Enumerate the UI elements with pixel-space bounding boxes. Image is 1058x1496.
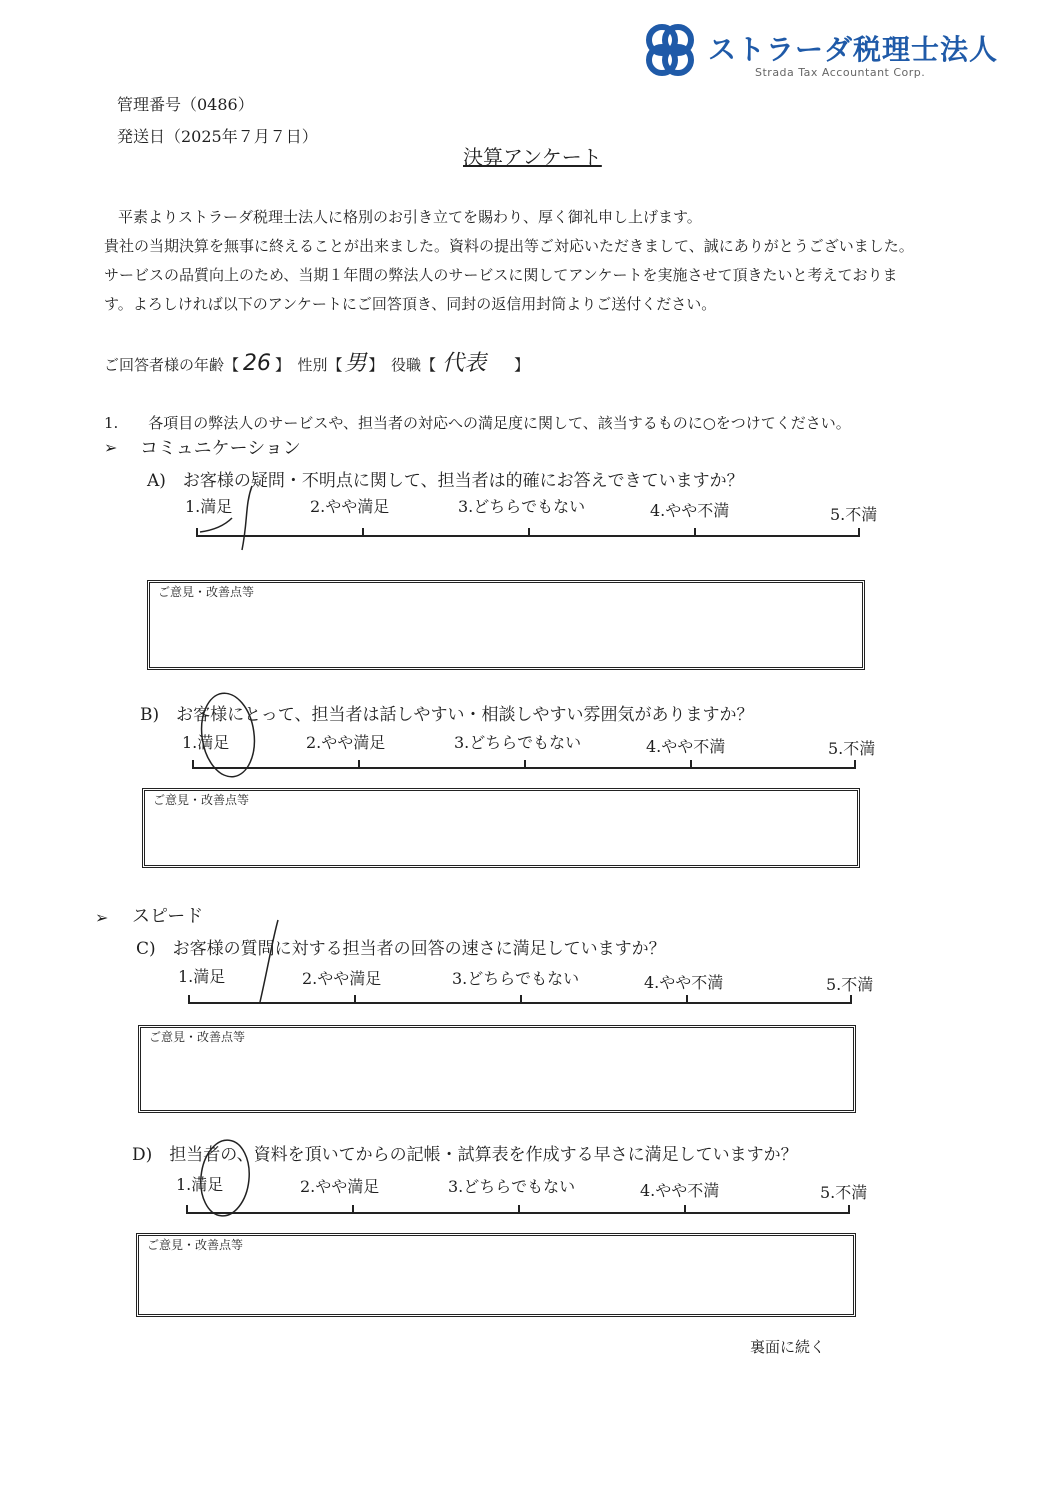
answer-circle-mark: [180, 1130, 270, 1220]
continue-on-back: 裏面に続く: [750, 1338, 826, 1356]
comment-label: ご意見・改善点等: [158, 585, 255, 599]
question-c: C) お客様の質問に対する担当者の回答の速さに満足していますか？: [136, 939, 666, 959]
tick: [850, 995, 852, 1002]
tick: [362, 528, 364, 535]
option-2[interactable]: 2.やや満足: [310, 497, 390, 516]
gender-label: 】 性別【: [275, 356, 343, 374]
comment-label: ご意見・改善点等: [153, 793, 250, 807]
question-a: A) お客様の疑問・不明点に関して、担当者は的確にお答えできていますか？: [147, 471, 744, 491]
tick: [694, 528, 696, 535]
intro-line-4: す。よろしければ以下のアンケートにご回答頂き、同封の返信用封筒よりご送付ください。: [104, 295, 717, 313]
option-2[interactable]: 2.やや満足: [306, 733, 386, 752]
option-1[interactable]: 1.満足: [185, 497, 233, 516]
intro-line-3: サービスの品質向上のため、当期１年間の弊法人のサービスに関してアンケートを実施させて頂きたいと考えておりま: [104, 266, 898, 284]
option-4[interactable]: 4.やや不満: [650, 501, 730, 520]
comment-box-c[interactable]: [138, 1025, 856, 1113]
question-b: B) お客様にとって、担当者は話しやすい・相談しやすい雰囲気がありますか？: [140, 705, 754, 725]
scale-line: [196, 535, 860, 537]
instruction: 1. 各項目の弊法人のサービスや、担当者の対応への満足度に関して、該当するものに○をつけてください。: [104, 414, 851, 432]
option-3[interactable]: 3.どちらでもない: [452, 969, 580, 988]
answer-circle-mark: [180, 912, 290, 1012]
comment-label: ご意見・改善点等: [149, 1030, 246, 1044]
tick: [848, 1205, 850, 1212]
tick: [854, 760, 856, 767]
comment-box-a[interactable]: [147, 580, 865, 670]
comment-label: ご意見・改善点等: [147, 1238, 244, 1252]
option-4[interactable]: 4.やや不満: [640, 1181, 720, 1200]
age-value[interactable]: 26: [243, 351, 272, 376]
answer-circle-mark: [180, 680, 270, 780]
gender-value[interactable]: 男: [344, 351, 367, 376]
logo-icon: [640, 22, 700, 82]
intro-line-1: 平素よりストラーダ税理士法人に格別のお引き立てを賜わり、厚く御礼申し上げます。: [118, 208, 702, 226]
option-4[interactable]: 4.やや不満: [646, 737, 726, 756]
option-1[interactable]: 1.満足: [178, 967, 226, 986]
comment-box-d[interactable]: [136, 1233, 856, 1317]
company-logo: [640, 22, 700, 82]
tick: [358, 760, 360, 767]
tick: [352, 1205, 354, 1212]
tick: [684, 1205, 686, 1212]
section-speed: スピード: [132, 906, 204, 927]
role-label: 】 役職【: [368, 356, 437, 374]
role-close: 】: [514, 356, 530, 374]
tick: [528, 528, 530, 535]
company-name-en: Strada Tax Accountant Corp.: [755, 66, 926, 79]
option-3[interactable]: 3.どちらでもない: [454, 733, 582, 752]
section-communication: コミュニケーション: [140, 438, 301, 459]
answer-circle-mark: [190, 480, 270, 560]
option-4[interactable]: 4.やや不満: [644, 973, 724, 992]
respondent-info: [104, 346, 529, 377]
tick: [690, 760, 692, 767]
option-5[interactable]: 5.不満: [820, 1183, 868, 1202]
tick: [518, 1205, 520, 1212]
option-5[interactable]: 5.不満: [826, 975, 874, 994]
option-3[interactable]: 3.どちらでもない: [458, 497, 586, 516]
option-2[interactable]: 2.やや満足: [300, 1177, 380, 1196]
arrow-icon: ➢: [104, 438, 118, 457]
tick: [858, 528, 860, 535]
option-2[interactable]: 2.やや満足: [302, 969, 382, 988]
company-name: ストラーダ税理士法人: [708, 33, 999, 66]
scale-line: [192, 767, 856, 769]
tick: [686, 995, 688, 1002]
question-d: D) 担当者の、資料を頂いてからの記帳・試算表を作成する早さに満足していますか？: [132, 1145, 798, 1165]
page-title: 決算アンケート: [463, 145, 602, 169]
option-1[interactable]: 1.満足: [182, 733, 230, 752]
age-label: ご回答者様の年齢【: [104, 356, 240, 374]
tick: [524, 760, 526, 767]
tick: [520, 995, 522, 1002]
option-1[interactable]: 1.満足: [176, 1175, 224, 1194]
arrow-icon: ➢: [95, 908, 109, 927]
option-5[interactable]: 5.不満: [828, 739, 876, 758]
management-number: 管理番号（0486）: [117, 95, 254, 114]
intro-line-2: 貴社の当期決算を無事に終えることが出来ました。資料の提出等ご対応いただきまして、誠にありがとうございました。: [104, 237, 914, 255]
option-3[interactable]: 3.どちらでもない: [448, 1177, 576, 1196]
sent-date: 発送日（2025年７月７日）: [117, 127, 318, 146]
option-5[interactable]: 5.不満: [830, 505, 878, 524]
comment-box-b[interactable]: [142, 788, 860, 868]
tick: [354, 995, 356, 1002]
scale-line: [186, 1212, 850, 1214]
role-value[interactable]: 代表: [442, 351, 487, 376]
